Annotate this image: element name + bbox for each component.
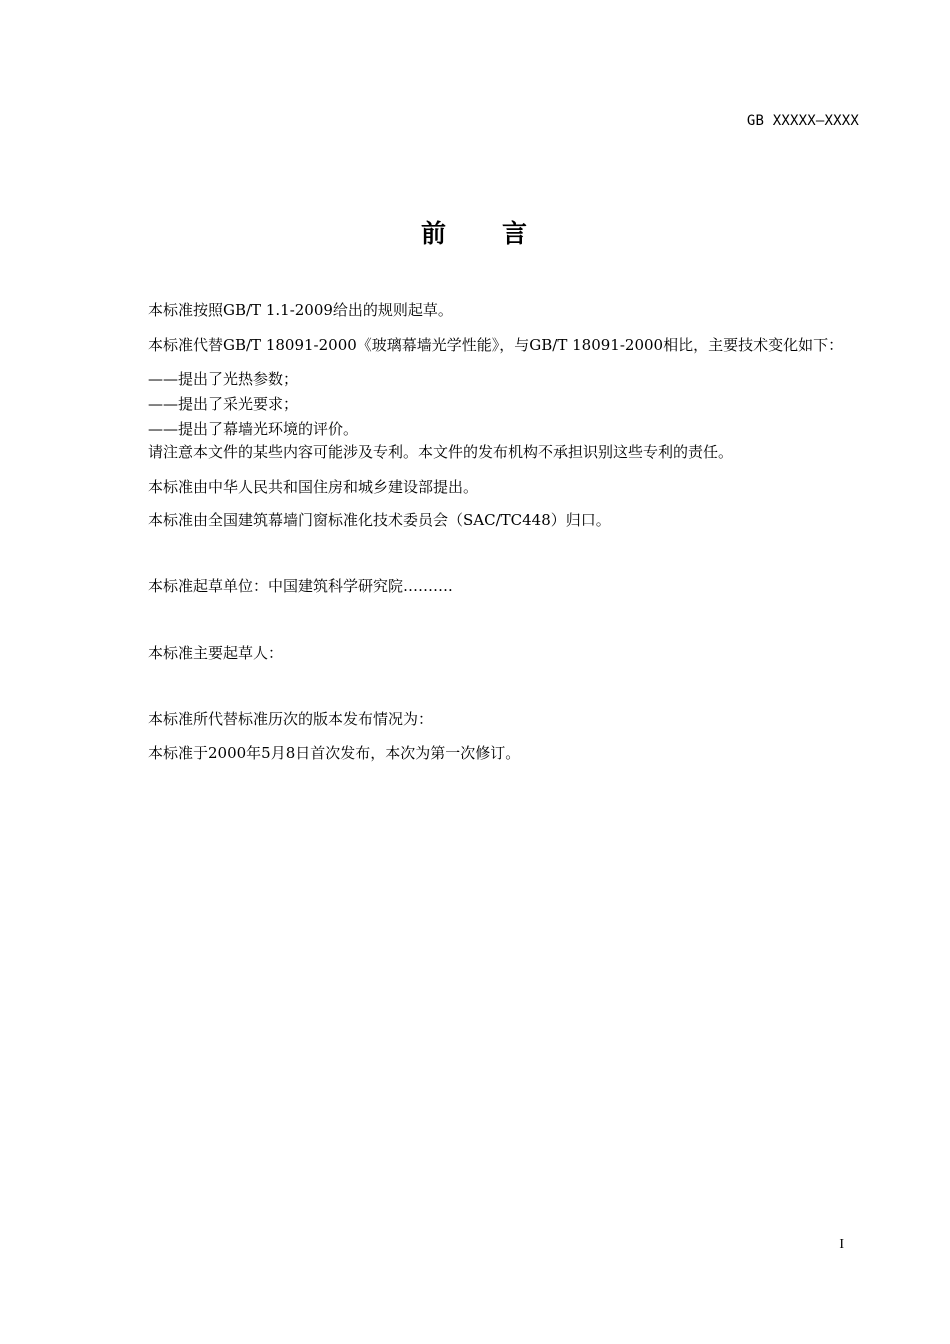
list-item-change-3: ——提出了幕墙光环境的评价。	[148, 420, 359, 438]
paragraph-drafting-unit: 本标准起草单位：中国建筑科学研究院……….	[148, 577, 453, 595]
page-title: 前 言	[420, 219, 529, 248]
list-item-change-1: ——提出了光热参数；	[148, 370, 299, 388]
page-number: I	[839, 1237, 844, 1252]
paragraph-drafting-rule: 本标准按照GB/T 1.1-2009给出的规则起草。	[148, 301, 453, 319]
paragraph-main-drafters: 本标准主要起草人：	[148, 644, 284, 662]
paragraph-technical-committee: 本标准由全国建筑幕墙门窗标准化技术委员会（SAC/TC448）归口。	[148, 511, 611, 529]
paragraph-version-history-heading: 本标准所代替标准历次的版本发布情况为：	[148, 710, 434, 728]
list-item-change-2: ——提出了采光要求；	[148, 395, 299, 413]
paragraph-replacement: 本标准代替GB/T 18091-2000《玻璃幕墙光学性能》，与GB/T 18091-2000相比，主要技术变化如下：	[148, 336, 844, 354]
paragraph-proposer: 本标准由中华人民共和国住房和城乡建设部提出。	[148, 478, 479, 496]
paragraph-patent-notice: 请注意本文件的某些内容可能涉及专利。本文件的发布机构不承担识别这些专利的责任。	[148, 443, 734, 461]
paragraph-version-history: 本标准于2000年5月8日首次发布，本次为第一次修订。	[148, 744, 521, 762]
document-code: GB XXXXX—XXXX	[746, 113, 859, 129]
